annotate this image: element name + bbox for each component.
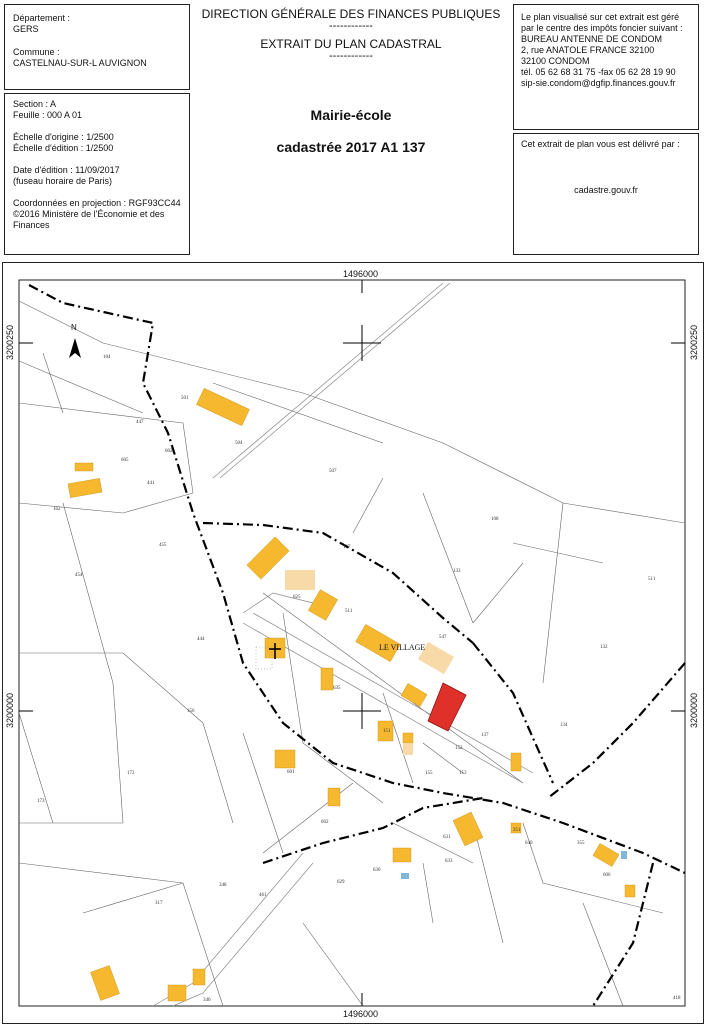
village-label: LE VILLAGE [379,643,426,652]
coord-y-upper-right: 3200250 [689,325,699,361]
parcel-number: 605 [121,458,129,463]
north-label: N [71,323,77,332]
section-info-box [4,93,190,255]
parcel-number: 461 [259,893,267,898]
parcel-number: 511 [345,609,353,614]
copyright-text-2: Finances [13,220,50,230]
coord-y-lower-right: 3200000 [689,693,699,729]
commune-info-box [4,4,190,90]
parcel-number: 152 [455,746,463,751]
centre-line-3: BUREAU ANTENNE DE CONDOM [521,34,663,44]
parcel-number: 418 [673,996,681,1001]
commune-label: Commune : [13,47,60,57]
coordonnees-text: Coordonnées en projection : RGF93CC44 [13,198,181,208]
centre-line-7: sip-sie.condom@dgfip.finances.gouv.fr [521,78,676,88]
dashes-2: ------------ [329,50,373,62]
parcel-number: 630 [373,868,381,873]
parcel-number: 153 [459,771,467,776]
parcel-number: 104 [103,355,111,360]
centre-line-5: 32100 CONDOM [521,56,590,66]
date-edition-text: Date d'édition : 11/09/2017 [13,165,120,175]
parcel-number: 348 [219,883,227,888]
parcel-number: 501 [181,396,189,401]
header-center [192,4,510,254]
coord-x-top: 1496000 [343,269,379,279]
place-title: Mairie-école [310,107,392,123]
extrait-title: EXTRAIT DU PLAN CADASTRAL [260,37,442,51]
parcel-number: 507 [329,469,337,474]
echelle-edition-text: Échelle d'édition : 1/2500 [13,143,114,153]
copyright-text: ©2016 Ministère de l'Économie et des [13,209,165,219]
parcel-number: 441 [147,481,155,486]
parcel-number: 156 [187,709,195,714]
parcel-number: 351 [513,828,521,833]
parcel-number: 601 [287,770,295,775]
fuseau-text: (fuseau horaire de Paris) [13,176,113,186]
parcel-number: 317 [155,901,163,906]
cadastral-map[interactable] [2,262,704,1024]
parcel-number: 173 [37,799,45,804]
parcel-number: 640 [525,841,533,846]
coord-y-lower-left: 3200000 [5,693,15,729]
feuille-text: Feuille : 000 A 01 [13,110,83,120]
parcel-number: 162 [53,507,61,512]
parcel-number: 606 [603,873,611,878]
parcel-number: 511 [648,577,656,582]
parcel-number: 447 [136,420,144,425]
parcel-number: 151 [383,729,391,734]
parcel-number: 504 [235,441,243,446]
coord-y-upper-left: 3200250 [5,325,15,361]
centre-line-6: tél. 05 62 68 31 75 -fax 05 62 28 19 90 [521,67,676,77]
parcel-number: 454 [75,573,83,578]
parcel-number: 633 [445,859,453,864]
delivery-box [513,133,699,255]
parcel-labels [3,263,703,1023]
parcel-number: 134 [560,723,568,728]
commune-value: CASTELNAU-SUR-L AUVIGNON [13,58,147,68]
parcel-number: 340 [203,998,211,1003]
echelle-origine-text: Échelle d'origine : 1/2500 [13,132,114,142]
departement-value: GERS [13,24,39,34]
parcel-number: 602 [165,449,173,454]
delivery-site: cadastre.gouv.fr [574,185,638,195]
parcel-number: 355 [577,841,585,846]
parcel-number: 635 [333,686,341,691]
parcel-number: 133 [453,569,461,574]
dashes-1: ------------ [329,20,373,32]
parcel-number: 127 [343,545,351,550]
parcel-number: 629 [337,880,345,885]
centre-line-1: Le plan visualisé sur cet extrait est géré [521,12,680,22]
parcel-number: 132 [600,645,608,650]
centre-impots-box [513,4,699,130]
section-text: Section : A [13,99,57,109]
parcel-number: 631 [443,835,451,840]
parcel-number: 547 [439,635,447,640]
centre-line-2: par le centre des impôts foncier suivant : [521,23,683,33]
parcel-number: 444 [197,637,205,642]
parcel-number: 455 [159,543,167,548]
coord-x-bottom: 1496000 [343,1009,379,1019]
parcel-number: 137 [481,733,489,738]
parcel-number: 625 [293,595,301,600]
parcel-number: 172 [127,771,135,776]
parcel-number: 108 [491,517,499,522]
departement-label: Département : [13,13,71,23]
centre-line-4: 2, rue ANATOLE FRANCE 32100 [521,45,655,55]
parcel-number: 155 [425,771,433,776]
dgfip-title: DIRECTION GÉNÉRALE DES FINANCES PUBLIQUES [201,7,501,21]
parcel-number: 602 [321,820,329,825]
parcel-title: cadastrée 2017 A1 137 [276,139,426,155]
delivery-line-1: Cet extrait de plan vous est délivré par : [521,139,680,149]
